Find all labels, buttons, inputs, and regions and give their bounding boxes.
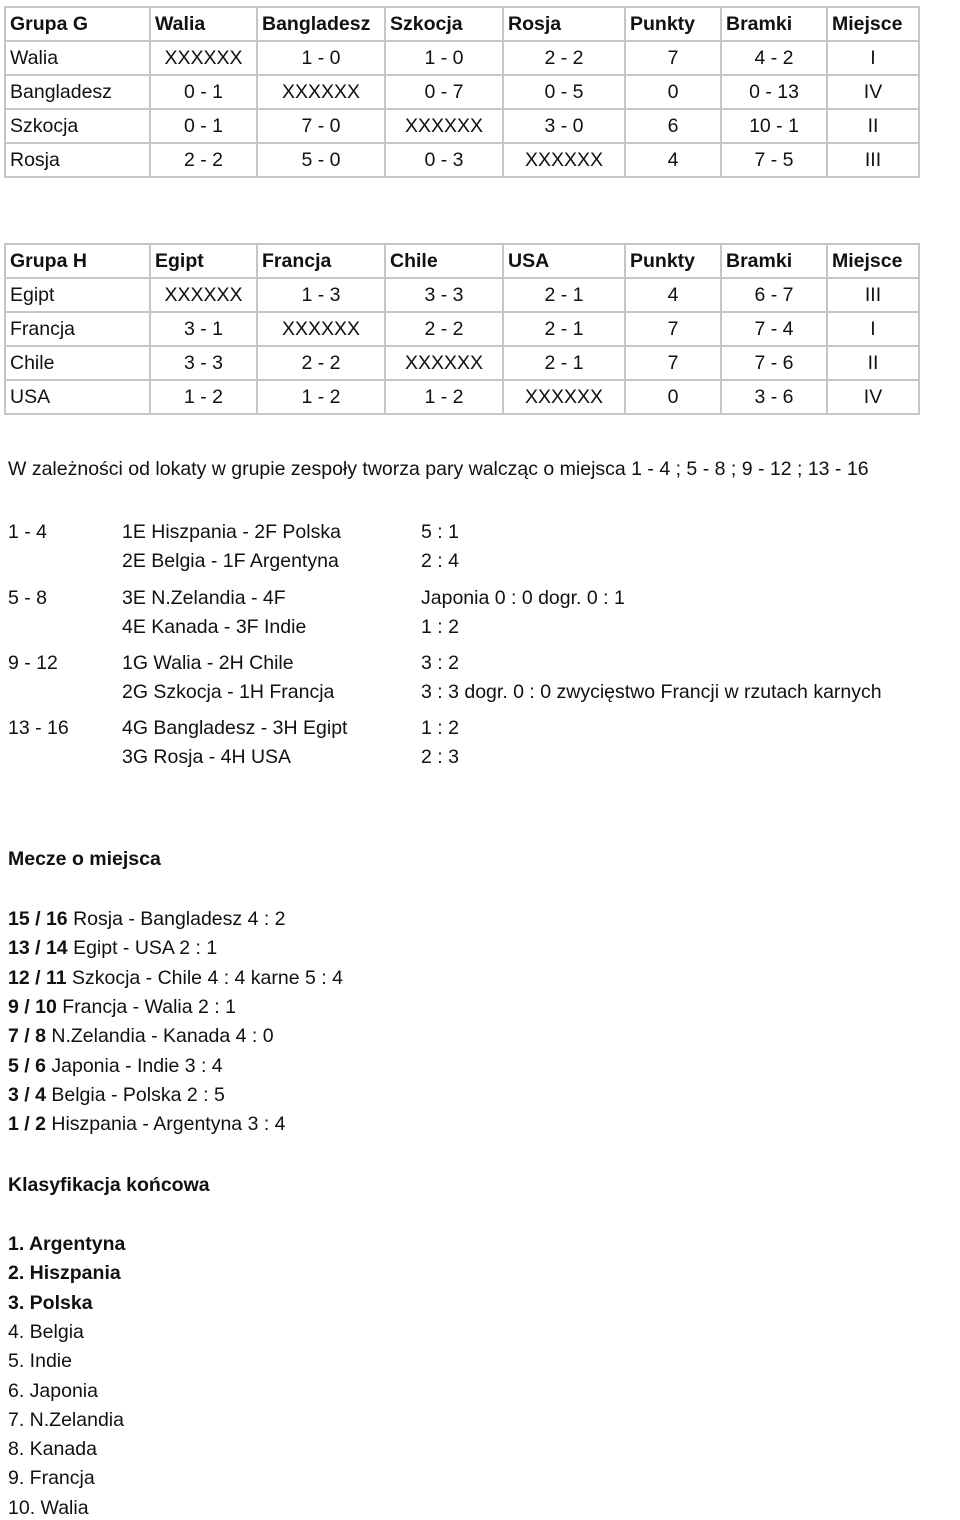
ranking-item: 6. Japonia [8, 1379, 98, 1402]
table-row [5, 380, 919, 414]
pairing-match: 1G Walia - 2H Chile [122, 652, 294, 674]
placement-result: Japonia - Indie 3 : 4 [51, 1054, 223, 1077]
result-cell: 4 [625, 143, 721, 177]
final-ranking-title: Klasyfikacja końcowa [8, 1174, 210, 1196]
result-cell: 6 - 7 [721, 278, 827, 312]
placement-match [8, 1025, 274, 1048]
header-cell: USA [503, 244, 625, 278]
placement-match [8, 996, 236, 1019]
pairing-result: Japonia 0 : 0 dogr. 0 : 1 [421, 587, 625, 609]
placement-match [8, 1055, 223, 1078]
header-cell: Grupa H [5, 244, 150, 278]
result-cell: 2 - 1 [503, 278, 625, 312]
team-name-cell: Francja [5, 312, 150, 346]
intro-text: W zależności od lokaty w grupie zespoły tworza pary walcząc o miejsca 1 - 4 ; 5 - 8 ; 9 - 12 ; 13 - 16 [8, 458, 869, 480]
result-cell: 3 - 6 [721, 380, 827, 414]
pairing-result: 1 : 2 [421, 717, 459, 739]
placement-result: Hiszpania - Argentyna 3 : 4 [51, 1113, 286, 1136]
team-name-cell: Chile [5, 346, 150, 380]
result-cell: 5 - 0 [257, 143, 385, 177]
result-cell: 2 - 2 [150, 143, 257, 177]
ranking-item: 9. Francja [8, 1467, 95, 1490]
result-cell: XXXXXX [257, 75, 385, 109]
result-cell: IV [827, 380, 919, 414]
result-cell: III [827, 278, 919, 312]
header-cell: Bramki [721, 244, 827, 278]
placement-places: 15 / 16 [8, 908, 68, 930]
pairing-range: 9 - 12 [8, 652, 58, 674]
result-cell: 2 - 2 [257, 346, 385, 380]
table-row [5, 278, 919, 312]
placement-result: Francja - Walia 2 : 1 [62, 995, 236, 1018]
result-cell: 2 - 2 [503, 41, 625, 75]
result-cell: 3 - 3 [150, 346, 257, 380]
pairing-result: 1 : 2 [421, 616, 459, 638]
placement-places: 3 / 4 [8, 1083, 46, 1106]
pairing-range: 13 - 16 [8, 717, 69, 739]
ranking-item: 2. Hiszpania [8, 1262, 121, 1285]
result-cell: 0 - 13 [721, 75, 827, 109]
team-name-cell: Rosja [5, 143, 150, 177]
result-cell: 0 - 1 [150, 109, 257, 143]
result-cell: XXXXXX [385, 346, 503, 380]
header-cell: Szkocja [385, 7, 503, 41]
placement-match [8, 1113, 286, 1136]
result-cell: I [827, 41, 919, 75]
pairing-match: 4G Bangladesz - 3H Egipt [122, 717, 348, 739]
header-cell: Chile [385, 244, 503, 278]
result-cell: 1 - 3 [257, 278, 385, 312]
pairing-match: 3E N.Zelandia - 4F [122, 587, 286, 609]
placement-title: Mecze o miejsca [8, 848, 161, 870]
result-cell: 6 [625, 109, 721, 143]
pairing-match: 4E Kanada - 3F Indie [122, 616, 307, 638]
result-cell: 7 [625, 312, 721, 346]
result-cell: 0 [625, 380, 721, 414]
result-cell: 0 - 1 [150, 75, 257, 109]
result-cell: 7 - 5 [721, 143, 827, 177]
group-g-table [4, 6, 920, 178]
header-cell: Bramki [721, 7, 827, 41]
placement-places: 7 / 8 [8, 1025, 46, 1048]
placement-places: 5 / 6 [8, 1054, 46, 1077]
header-cell: Miejsce [827, 244, 919, 278]
placement-places: 13 / 14 [8, 937, 68, 960]
result-cell: 2 - 2 [385, 312, 503, 346]
group-h-table [4, 243, 920, 415]
result-cell: 10 - 1 [721, 109, 827, 143]
placement-result: Belgia - Polska 2 : 5 [51, 1083, 225, 1106]
placement-places: 1 / 2 [8, 1113, 46, 1136]
result-cell: XXXXXX [150, 278, 257, 312]
result-cell: 2 - 1 [503, 312, 625, 346]
result-cell: 0 - 7 [385, 75, 503, 109]
table-row [5, 346, 919, 380]
placement-match [8, 967, 343, 990]
result-cell: 3 - 0 [503, 109, 625, 143]
table-header-row [5, 244, 919, 278]
pairing-range: 5 - 8 [8, 587, 48, 609]
header-cell: Walia [150, 7, 257, 41]
header-cell: Punkty [625, 7, 721, 41]
header-cell: Punkty [625, 244, 721, 278]
pairing-match: 2E Belgia - 1F Argentyna [122, 550, 339, 572]
result-cell: 0 - 5 [503, 75, 625, 109]
placement-match [8, 937, 217, 960]
pairing-range: 1 - 4 [8, 521, 48, 543]
ranking-item: 3. Polska [8, 1291, 93, 1314]
pairing-match: 1E Hiszpania - 2F Polska [122, 521, 341, 543]
result-cell: 1 - 2 [385, 380, 503, 414]
placement-match [8, 908, 286, 931]
result-cell: 1 - 0 [257, 41, 385, 75]
header-cell: Miejsce [827, 7, 919, 41]
pairing-result: 5 : 1 [421, 521, 459, 543]
result-cell: III [827, 143, 919, 177]
team-name-cell: USA [5, 380, 150, 414]
placement-result: Rosja - Bangladesz 4 : 2 [73, 908, 286, 930]
header-cell: Bangladesz [257, 7, 385, 41]
result-cell: 7 - 0 [257, 109, 385, 143]
placement-result: Egipt - USA 2 : 1 [73, 937, 218, 960]
pairing-result: 3 : 2 [421, 652, 459, 674]
result-cell: XXXXXX [150, 41, 257, 75]
table-header-row [5, 7, 919, 41]
pairing-match: 3G Rosja - 4H USA [122, 746, 292, 768]
table-row [5, 109, 919, 143]
ranking-item: 5. Indie [8, 1350, 72, 1373]
result-cell: 7 [625, 41, 721, 75]
ranking-item: 1. Argentyna [8, 1233, 126, 1255]
result-cell: XXXXXX [503, 143, 625, 177]
placement-result: Szkocja - Chile 4 : 4 karne 5 : 4 [71, 966, 343, 989]
result-cell: 0 - 3 [385, 143, 503, 177]
table-row [5, 312, 919, 346]
result-cell: 1 - 0 [385, 41, 503, 75]
result-cell: 7 - 4 [721, 312, 827, 346]
ranking-item: 7. N.Zelandia [8, 1408, 124, 1431]
result-cell: XXXXXX [385, 109, 503, 143]
ranking-item: 10. Walia [8, 1496, 89, 1519]
result-cell: IV [827, 75, 919, 109]
table-row [5, 143, 919, 177]
placement-match [8, 1084, 225, 1107]
result-cell: 3 - 1 [150, 312, 257, 346]
result-cell: II [827, 109, 919, 143]
result-cell: 7 [625, 346, 721, 380]
pairing-result: 2 : 4 [421, 550, 459, 572]
result-cell: 1 - 2 [257, 380, 385, 414]
result-cell: 2 - 1 [503, 346, 625, 380]
result-cell: 4 [625, 278, 721, 312]
placement-places: 12 / 11 [8, 966, 67, 989]
result-cell: XXXXXX [257, 312, 385, 346]
placement-places: 9 / 10 [8, 995, 57, 1018]
table-row [5, 75, 919, 109]
result-cell: II [827, 346, 919, 380]
pairing-result: 3 : 3 dogr. 0 : 0 zwycięstwo Francji w rzutach karnych [421, 681, 882, 703]
placement-result: N.Zelandia - Kanada 4 : 0 [51, 1025, 274, 1048]
team-name-cell: Walia [5, 41, 150, 75]
result-cell: 4 - 2 [721, 41, 827, 75]
result-cell: 3 - 3 [385, 278, 503, 312]
team-name-cell: Szkocja [5, 109, 150, 143]
pairing-match: 2G Szkocja - 1H Francja [122, 681, 335, 703]
result-cell: 7 - 6 [721, 346, 827, 380]
header-cell: Rosja [503, 7, 625, 41]
pairing-result: 2 : 3 [421, 746, 459, 768]
ranking-item: 8. Kanada [8, 1438, 97, 1461]
header-cell: Egipt [150, 244, 257, 278]
result-cell: 1 - 2 [150, 380, 257, 414]
result-cell: 0 [625, 75, 721, 109]
team-name-cell: Bangladesz [5, 75, 150, 109]
result-cell: I [827, 312, 919, 346]
team-name-cell: Egipt [5, 278, 150, 312]
header-cell: Grupa G [5, 7, 150, 41]
header-cell: Francja [257, 244, 385, 278]
table-row [5, 41, 919, 75]
ranking-item: 4. Belgia [8, 1320, 84, 1343]
result-cell: XXXXXX [503, 380, 625, 414]
